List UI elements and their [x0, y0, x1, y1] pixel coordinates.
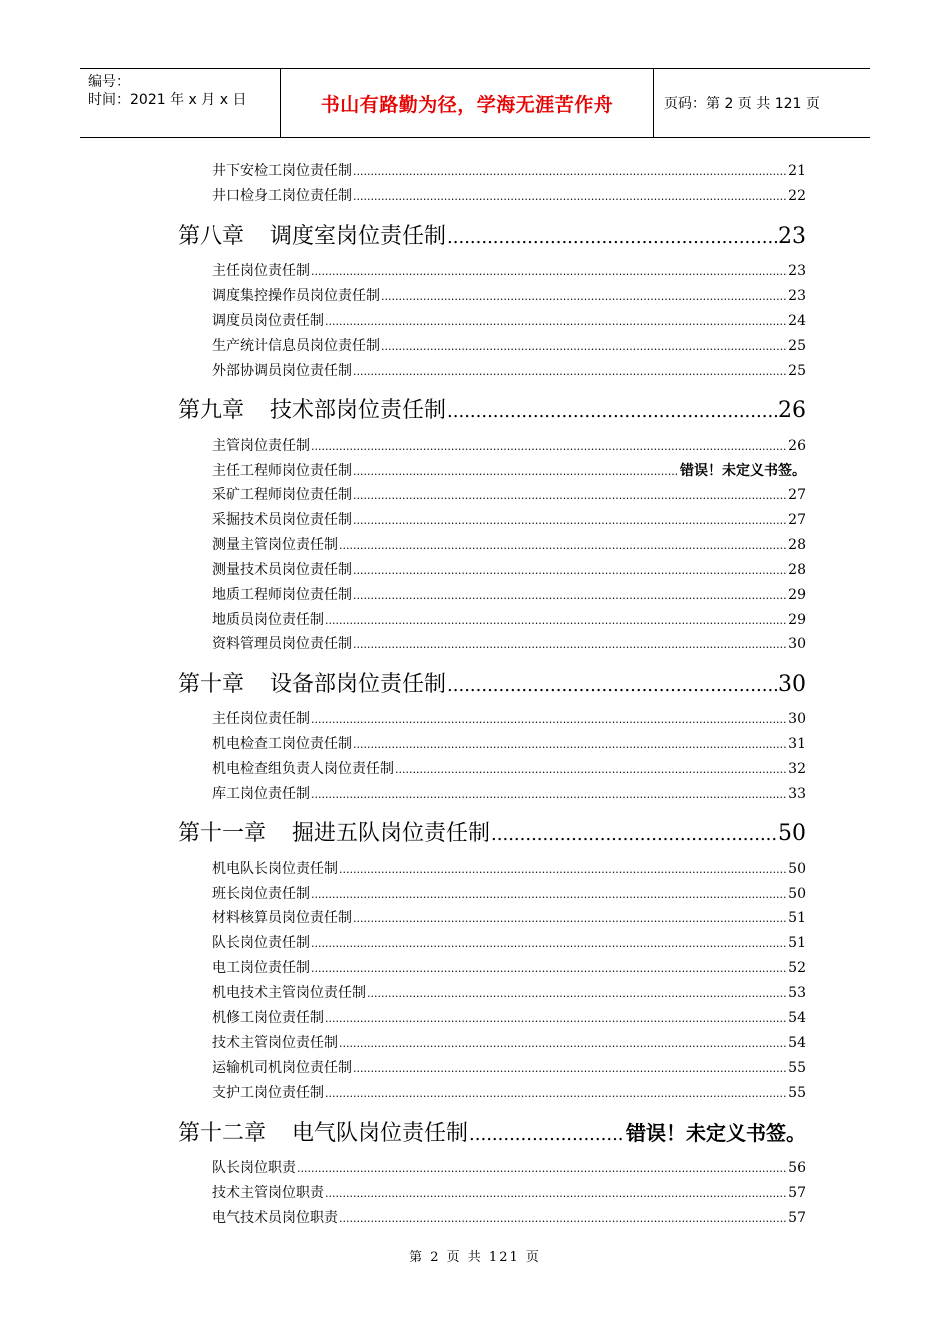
dot-leader	[339, 539, 787, 552]
dot-leader	[381, 290, 787, 303]
dot-leader	[297, 1162, 787, 1175]
toc-page-number: 27	[788, 512, 806, 528]
toc-entry[interactable]	[212, 907, 806, 927]
toc-page-number: 51	[788, 910, 806, 926]
toc-entry-label: 测量技术员岗位责任制	[212, 562, 352, 578]
toc-entry-label: 测量主管岗位责任制	[212, 537, 338, 553]
toc-entry[interactable]	[212, 185, 806, 205]
toc-page-number: 26	[778, 398, 806, 423]
toc-entry[interactable]	[212, 484, 806, 504]
toc-chapter-label	[178, 393, 446, 424]
chapter-number: 第九章	[178, 398, 245, 423]
toc-entry[interactable]	[212, 260, 806, 280]
toc-entry[interactable]	[212, 285, 806, 305]
toc-chapter-entry[interactable]	[178, 816, 806, 846]
toc-chapter-label	[178, 1116, 468, 1147]
dot-leader	[395, 763, 787, 776]
dot-leader	[447, 401, 777, 422]
dot-leader	[367, 987, 787, 1000]
toc-entry[interactable]	[212, 534, 806, 554]
toc-entry-label: 调度集控操作员岗位责任制	[212, 288, 380, 304]
toc-entry[interactable]	[212, 160, 806, 180]
toc-entry-label: 外部协调员岗位责任制	[212, 363, 352, 379]
header-page-info: 页码：第 2 页 共 121 页	[664, 96, 820, 112]
dot-leader	[311, 937, 787, 950]
page-footer: 第 2 页 共 121 页	[409, 1250, 541, 1265]
toc-page-number: 32	[788, 761, 806, 777]
toc-entry[interactable]	[212, 460, 806, 480]
toc-entry[interactable]	[212, 310, 806, 330]
toc-entry[interactable]	[212, 1157, 806, 1177]
dot-leader	[325, 315, 787, 328]
toc-entry[interactable]	[212, 633, 806, 653]
toc-page-number: 错误！未定义书签。	[680, 463, 806, 479]
toc-entry-label: 技术主管岗位职责	[212, 1185, 324, 1201]
toc-entry-label: 主管岗位责任制	[212, 438, 310, 454]
toc-entry-label: 队长岗位责任制	[212, 935, 310, 951]
toc-entry[interactable]	[212, 335, 806, 355]
toc-entry[interactable]	[212, 609, 806, 629]
dot-leader	[353, 638, 787, 651]
motto-text: 书山有路勤为径，学海无涯苦作舟	[320, 93, 614, 116]
toc-page-number: 25	[788, 338, 806, 354]
toc-page-number: 23	[778, 224, 806, 249]
dot-leader	[353, 589, 787, 602]
toc-entry[interactable]	[212, 509, 806, 529]
dot-leader	[353, 190, 787, 203]
toc-entry-label: 技术主管岗位责任制	[212, 1035, 338, 1051]
toc-chapter-label	[178, 816, 490, 847]
toc-entry[interactable]	[212, 733, 806, 753]
toc-chapter-entry[interactable]	[178, 1116, 806, 1146]
dot-leader	[339, 1212, 787, 1225]
toc-page-number: 22	[788, 188, 806, 204]
toc-entry[interactable]	[212, 584, 806, 604]
toc-page-number: 23	[788, 288, 806, 304]
toc-page-number: 50	[788, 886, 806, 902]
dot-leader	[447, 227, 777, 248]
page-header	[80, 68, 870, 138]
toc-page-number: 51	[788, 935, 806, 951]
toc-entry[interactable]	[212, 783, 806, 803]
dot-leader	[353, 514, 787, 527]
toc-page-number: 29	[788, 612, 806, 628]
dot-leader	[353, 1062, 787, 1075]
toc-entry-label: 电气技术员岗位职责	[212, 1210, 338, 1226]
chapter-number: 第十二章	[178, 1121, 267, 1146]
toc-entry-label: 主任岗位责任制	[212, 263, 310, 279]
toc-page-number: 27	[788, 487, 806, 503]
dot-leader	[325, 1087, 787, 1100]
toc-chapter-entry[interactable]	[178, 393, 806, 423]
toc-entry-label: 机电队长岗位责任制	[212, 861, 338, 877]
toc-page-number: 52	[788, 960, 806, 976]
toc-entry-label: 井下安检工岗位责任制	[212, 163, 352, 179]
toc-entry[interactable]	[212, 559, 806, 579]
dot-leader	[491, 824, 777, 845]
toc-chapter-label	[178, 667, 446, 698]
toc-page-number: 29	[788, 587, 806, 603]
toc-entry-label: 机修工岗位责任制	[212, 1010, 324, 1026]
dot-leader	[447, 675, 777, 696]
toc-entry-label: 资料管理员岗位责任制	[212, 636, 352, 652]
toc-page-number: 54	[788, 1035, 806, 1051]
toc-entry[interactable]	[212, 957, 806, 977]
toc-entry[interactable]	[212, 858, 806, 878]
dot-leader	[353, 465, 679, 478]
dot-leader	[469, 1124, 625, 1145]
toc-page-number: 30	[778, 672, 806, 697]
toc-entry[interactable]	[212, 1182, 806, 1202]
chapter-title: 电气队岗位责任制	[292, 1121, 469, 1146]
toc-entry[interactable]	[212, 1007, 806, 1027]
toc-entry-label: 支护工岗位责任制	[212, 1085, 324, 1101]
toc-entry-label: 调度员岗位责任制	[212, 313, 324, 329]
toc-entry-label: 班长岗位责任制	[212, 886, 310, 902]
toc-page-number: 21	[788, 163, 806, 179]
dot-leader	[353, 489, 787, 502]
dot-leader	[311, 440, 787, 453]
toc-page-number: 55	[788, 1060, 806, 1076]
toc-entry-label: 地质员岗位责任制	[212, 612, 324, 628]
serial-label: 编号：	[88, 74, 130, 90]
chapter-number: 第十章	[178, 672, 245, 697]
toc-page-number: 55	[788, 1085, 806, 1101]
toc-entry-label: 机电技术主管岗位责任制	[212, 985, 366, 1001]
dot-leader	[339, 863, 787, 876]
dot-leader	[311, 888, 787, 901]
dot-leader	[353, 365, 787, 378]
dot-leader	[353, 912, 787, 925]
toc-page-number: 24	[788, 313, 806, 329]
header-motto	[281, 69, 654, 137]
dot-leader	[311, 788, 787, 801]
toc-page-number: 31	[788, 736, 806, 752]
dot-leader	[353, 165, 787, 178]
toc-chapter-entry[interactable]	[178, 219, 806, 249]
toc-entry-label: 采掘技术员岗位责任制	[212, 512, 352, 528]
toc-entry[interactable]	[212, 932, 806, 952]
dot-leader	[325, 614, 787, 627]
toc-page-number: 50	[778, 821, 806, 846]
toc-page-number: 54	[788, 1010, 806, 1026]
toc-page-number: 30	[788, 711, 806, 727]
dot-leader	[325, 1012, 787, 1025]
dot-leader	[311, 265, 787, 278]
toc-page-number: 26	[788, 438, 806, 454]
toc-page-number: 28	[788, 537, 806, 553]
toc-entry-label: 采矿工程师岗位责任制	[212, 487, 352, 503]
toc-entry[interactable]	[212, 982, 806, 1002]
toc-chapter-label	[178, 219, 446, 250]
toc-page-number: 33	[788, 786, 806, 802]
toc-page-number: 57	[788, 1210, 806, 1226]
chapter-title: 掘进五队岗位责任制	[292, 821, 491, 846]
toc-entry-label: 生产统计信息员岗位责任制	[212, 338, 380, 354]
chapter-number: 第十一章	[178, 821, 267, 846]
toc-entry[interactable]	[212, 1207, 806, 1227]
toc-page-number: 57	[788, 1185, 806, 1201]
dot-leader	[325, 1187, 787, 1200]
toc-page-number: 53	[788, 985, 806, 1001]
dot-leader	[311, 962, 787, 975]
toc-entry-label: 井口检身工岗位责任制	[212, 188, 352, 204]
toc-entry[interactable]	[212, 1082, 806, 1102]
dot-leader	[381, 340, 787, 353]
toc-page-number: 56	[788, 1160, 806, 1176]
chapter-title: 技术部岗位责任制	[270, 398, 447, 423]
toc-page-number: 50	[788, 861, 806, 877]
toc-entry-label: 主任工程师岗位责任制	[212, 463, 352, 479]
toc-entry[interactable]	[212, 708, 806, 728]
toc-entry[interactable]	[212, 435, 806, 455]
toc-entry-label: 机电检查工岗位责任制	[212, 736, 352, 752]
toc-chapter-entry[interactable]	[178, 667, 806, 697]
toc-page-number: 25	[788, 363, 806, 379]
dot-leader	[339, 1037, 787, 1050]
toc-entry-label: 运输机司机岗位责任制	[212, 1060, 352, 1076]
dot-leader	[353, 564, 787, 577]
toc-entry-label: 库工岗位责任制	[212, 786, 310, 802]
toc-page-number: 30	[788, 636, 806, 652]
toc-page-number: 23	[788, 263, 806, 279]
toc-entry[interactable]	[212, 1032, 806, 1052]
chapter-title: 调度室岗位责任制	[270, 224, 447, 249]
toc-entry-label: 主任岗位责任制	[212, 711, 310, 727]
toc-entry-label: 机电检查组负责人岗位责任制	[212, 761, 394, 777]
toc-page-number: 错误！未定义书签。	[626, 1121, 806, 1145]
toc-entry[interactable]	[212, 1057, 806, 1077]
chapter-number: 第八章	[178, 224, 245, 249]
time-label: 时间：2021 年 x 月 x 日	[88, 92, 247, 108]
toc-page-number: 28	[788, 562, 806, 578]
dot-leader	[353, 738, 787, 751]
toc-entry-label: 地质工程师岗位责任制	[212, 587, 352, 603]
dot-leader	[311, 713, 787, 726]
toc-entry[interactable]	[212, 758, 806, 778]
header-meta	[80, 69, 281, 137]
toc-entry[interactable]	[212, 883, 806, 903]
toc-entry-label: 电工岗位责任制	[212, 960, 310, 976]
chapter-title: 设备部岗位责任制	[270, 672, 447, 697]
toc-entry[interactable]	[212, 360, 806, 380]
toc-entry-label: 队长岗位职责	[212, 1160, 296, 1176]
toc-entry-label: 材料核算员岗位责任制	[212, 910, 352, 926]
